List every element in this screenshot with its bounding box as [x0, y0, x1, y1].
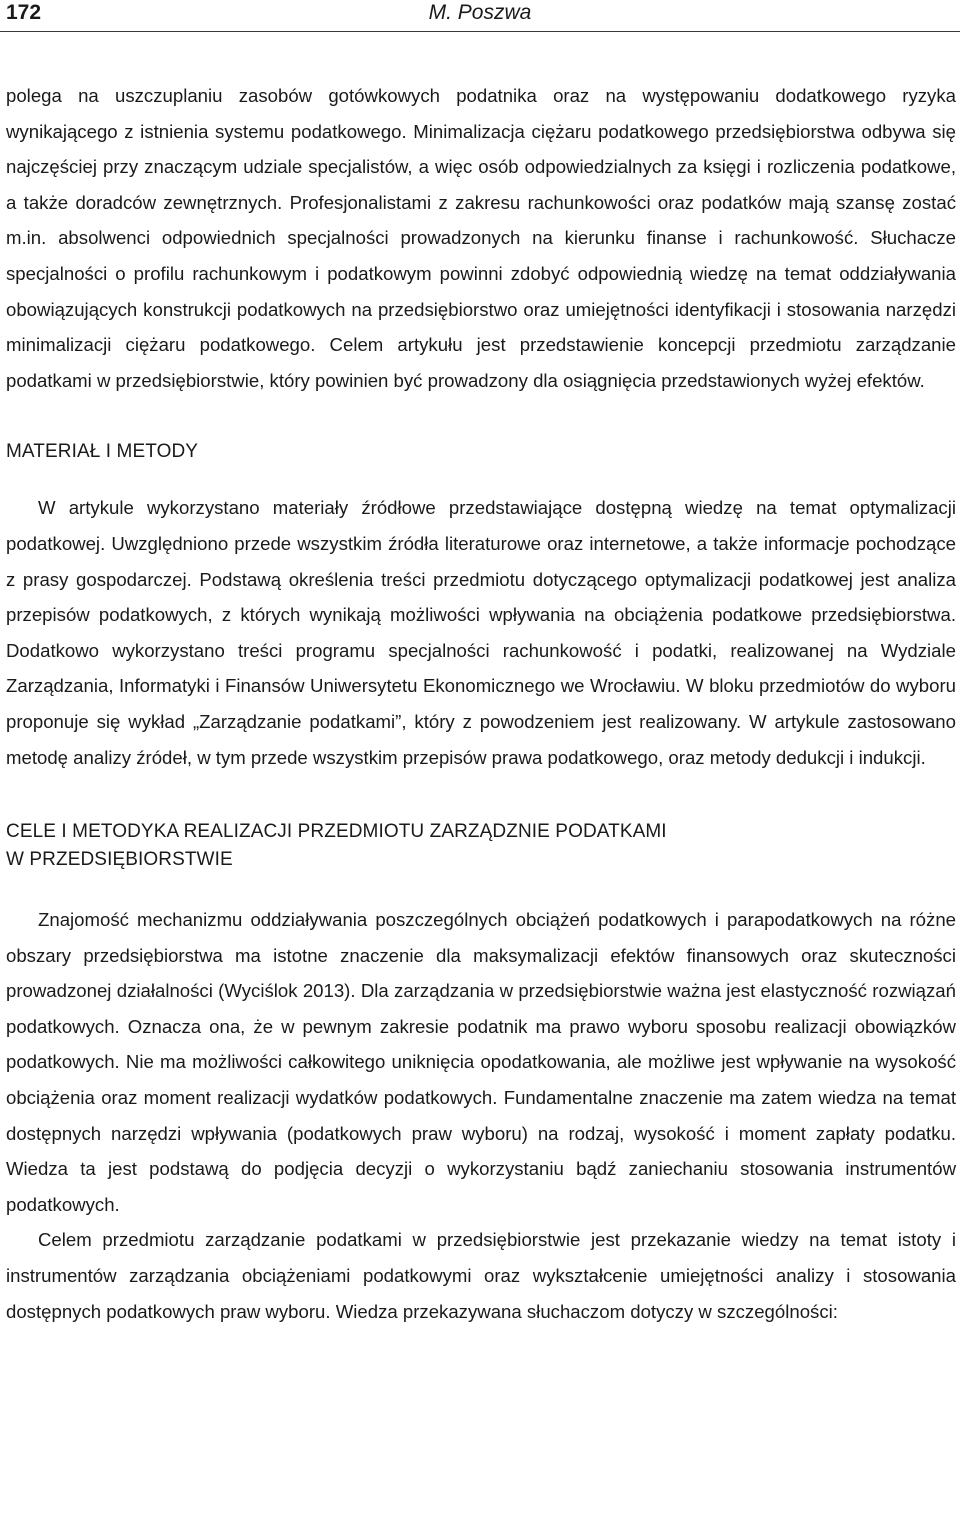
page-number: 172: [6, 1, 42, 24]
goals-paragraph-1: Znajomość mechanizmu oddziaływania poszczególnych obciążeń podatkowych i parapodatkowych na różne obszary przedsiębiorstwa ma istotne znaczenie dla maksymalizacji efektów finansowych oraz skuteczności prowadzonej działalności (Wyciślok 2013). Dla zarządzania w przedsiębiorstwie ważna jest elastyczność rozwiązań podatkowych. Oznacza ona, że w pewnym zakresie podatnik ma prawo wyboru sposobu realizacji obowiązków podatkowych. Nie ma możliwości całkowitego uniknięcia opodatkowania, ale możliwe jest wpływanie na wysokość obciążenia oraz moment realizacji wydatków podatkowych. Fundamentalne znaczenie ma zatem wiedza na temat dostępnych narzędzi wpływania (podatkowych praw wyboru) na rodzaj, wysokość i moment zapłaty podatku. Wiedza ta jest podstawą do podjęcia decyzji o wykorzystaniu bądź zaniechaniu stosowania instrumentów podatkowych.: [6, 909, 956, 1215]
intro-paragraph: polega na uszczuplaniu zasobów gotówkowych podatnika oraz na występowaniu dodatkowego ryzyka wynikającego z istnienia systemu podatkowego. Minimalizacja ciężaru podatkowego przedsiębiorstwa odbywa się najczęściej przy znaczącym udziale specjalistów, a więc osób odpowiedzialnych za księgi i rozliczenia podatkowe, a także doradców zewnętrznych. Profesjonalistami z zakresu rachunkowości oraz podatków mają szansę zostać m.in. absolwenci odpowiednich specjalności prowadzonych na kierunku finanse i rachunkowość. Słuchacze specjalności o profilu rachunkowym i podatkowym powinni zdobyć odpowiednią wiedzę na temat oddziaływania obowiązujących konstrukcji podatkowych na przedsiębiorstwo oraz umiejętności identyfikacji i stosowania narzędzi minimalizacji ciężaru podatkowego. Celem artykułu jest przedstawienie koncepcji przedmiotu zarządzanie podatkami w przedsiębiorstwie, który powinien być prowadzony dla osiągnięcia przedstawionych wyżej efektów.: [6, 85, 956, 391]
page-header: [0, 0, 960, 32]
goals-paragraph-2: Celem przedmiotu zarządzanie podatkami w przedsiębiorstwie jest przekazanie wiedzy na temat istoty i instrumentów zarządzania obciążeniami podatkowymi oraz wykształcenie umiejętności analizy i stosowania dostępnych podatkowych praw wyboru. Wiedza przekazywana słuchaczom dotyczy w szczególności:: [6, 1229, 956, 1322]
section-heading-goals-line1: CELE I METODYKA REALIZACJI PRZEDMIOTU ZARZĄDZNIE PODATKAMI: [6, 821, 667, 843]
running-head-author: M. Poszwa: [428, 1, 532, 24]
section-heading-goals-line2: W PRZEDSIĘBIORSTWIE: [6, 849, 233, 871]
section-heading-materials-methods: MATERIAŁ I METODY: [6, 441, 199, 463]
materials-methods-paragraph: W artykule wykorzystano materiały źródłowe przedstawiające dostępną wiedzę na temat optymalizacji podatkowej. Uwzględniono przede wszystkim źródła literaturowe oraz internetowe, a także informacje pochodzące z prasy gospodarczej. Podstawą określenia treści przedmiotu dotyczącego optymalizacji podatkowej jest analiza przepisów podatkowych, z których wynikają możliwości wpływania na obciążenia podatkowe przedsiębiorstwa. Dodatkowo wykorzystano treści programu specjalności rachunkowość i podatki, realizowanej na Wydziale Zarządzania, Informatyki i Finansów Uniwersytetu Ekonomicznego we Wrocławiu. W bloku przedmiotów do wyboru proponuje się wykład „Zarządzanie podatkami”, który z powodzeniem jest realizowany. W artykule zastosowano metodę analizy źródeł, w tym przede wszystkim przepisów prawa podatkowego, oraz metody dedukcji i indukcji.: [6, 497, 956, 768]
article-body: [6, 78, 956, 1329]
